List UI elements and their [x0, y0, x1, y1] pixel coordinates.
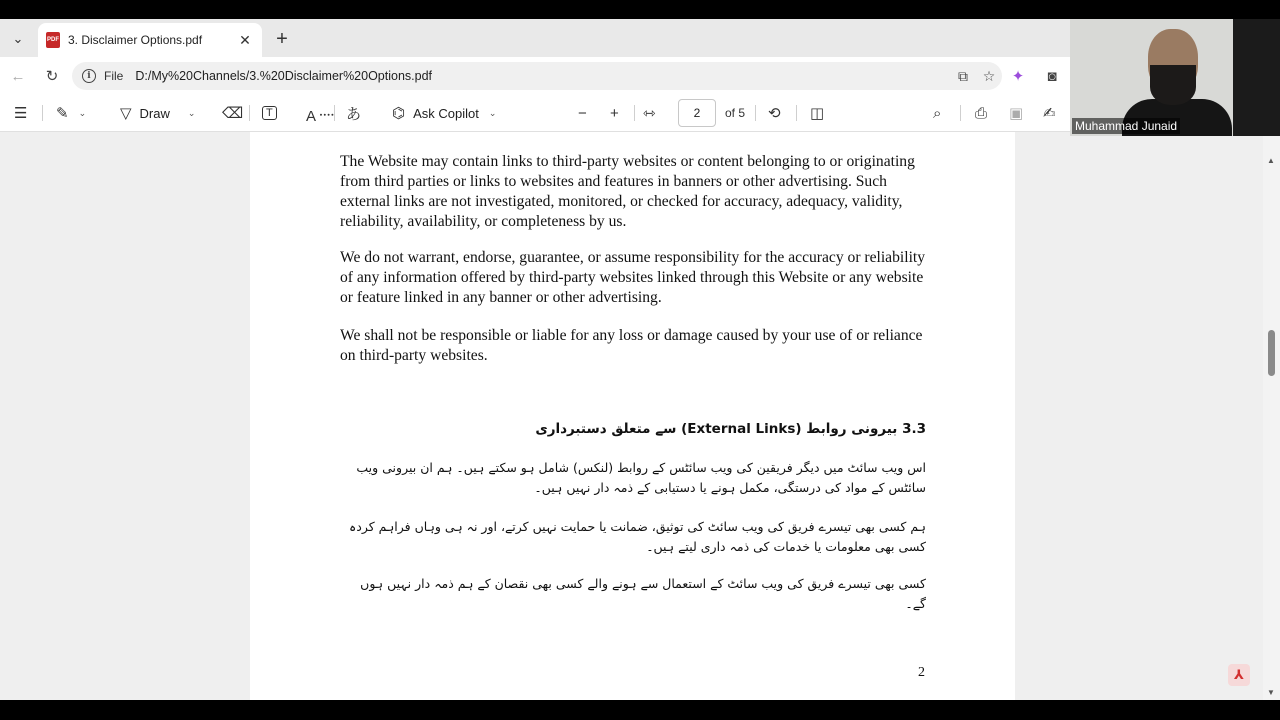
search-icon: ⌕ — [933, 104, 942, 122]
zoom-in-button[interactable] — [610, 101, 619, 125]
scrollbar-thumb[interactable] — [1268, 330, 1275, 376]
ask-copilot-button[interactable] — [392, 101, 496, 125]
translate-button[interactable] — [346, 101, 361, 125]
camera-icon: ◙ — [1047, 67, 1057, 85]
save-icon: ▣ — [1009, 105, 1024, 122]
list-icon: ☰ — [14, 105, 28, 122]
webcam-background — [1233, 19, 1280, 136]
read-aloud-icon: A᠁ — [306, 108, 334, 125]
page-number: 2 — [918, 665, 925, 680]
close-icon[interactable]: ✕ — [239, 31, 251, 48]
new-tab-button[interactable] — [270, 27, 294, 51]
draw-button[interactable] — [120, 101, 195, 125]
english-paragraph-1: The Website may contain links to third-party websites or content belonging to or originating from third parties or links to websites and features in banners or other advertising. Such external links are not investigated, monitored, or checked for accuracy, adequacy, validity, reliability, availability, or completeness by us. — [340, 153, 915, 230]
find-button[interactable] — [933, 101, 941, 125]
print-button[interactable] — [975, 101, 987, 125]
fit-width-icon: ⇿ — [643, 105, 656, 122]
chevron-down-icon: ⌄ — [78, 107, 87, 118]
refresh-icon: ↻ — [45, 68, 59, 85]
webcam-name-label: Muhammad Junaid — [1072, 118, 1180, 134]
translate-icon[interactable]: ⧉ — [958, 67, 968, 84]
toolbar-divider — [960, 105, 961, 121]
english-paragraph-2: We do not warrant, endorse, guarantee, or assume responsibility for the accuracy or reliability of any information offered by third-party websites linked through this Website or any website or feature linked in any banner or other advertising. — [340, 249, 926, 306]
erase-button[interactable] — [222, 101, 243, 125]
minus-icon: − — [578, 104, 587, 122]
scroll-up-arrow-icon[interactable]: ▲ — [1267, 156, 1275, 165]
copilot-icon: ✦ — [1011, 68, 1025, 85]
toolbar-divider — [42, 105, 43, 121]
plus-icon: + — [610, 104, 619, 122]
back-button[interactable] — [6, 64, 30, 88]
ask-copilot-label: Ask Copilot — [413, 105, 479, 121]
page-number-input[interactable]: 2 — [678, 99, 716, 127]
pdf-page — [250, 132, 1015, 700]
tab-active[interactable] — [38, 23, 262, 57]
webcam-overlay — [1070, 19, 1280, 136]
save-as-button[interactable] — [1043, 101, 1056, 125]
copilot-button[interactable] — [1006, 64, 1030, 88]
highlight-button[interactable] — [56, 101, 86, 125]
read-aloud-button[interactable] — [306, 101, 334, 125]
draw-label: Draw — [139, 105, 170, 121]
print-icon: ⎙ — [975, 104, 988, 122]
scroll-down-arrow-icon[interactable]: ▼ — [1267, 688, 1275, 697]
pdf-favicon-icon: PDF — [46, 32, 60, 48]
screenshot-button[interactable] — [1040, 64, 1064, 88]
rotate-icon: ⟲ — [768, 105, 781, 122]
info-icon[interactable]: i — [82, 69, 96, 83]
save-as-icon: ✍ — [1043, 105, 1056, 122]
tab-title: 3. Disclaimer Options.pdf — [68, 33, 203, 47]
chevron-down-icon: ⌄ — [488, 107, 497, 118]
urdu-section-heading: 3.3 بیرونی روابط (External Links) سے متعلق دستبرداری — [535, 421, 926, 437]
english-paragraph-3: We shall not be responsible or liable for any loss or damage caused by your use of or reliance on third-party websites. — [340, 327, 923, 364]
pen-icon: ▽ — [120, 105, 132, 122]
toolbar-divider — [755, 105, 756, 121]
document-viewport[interactable] — [0, 132, 1263, 700]
contents-button[interactable] — [14, 101, 27, 125]
webcam-person-beard — [1150, 65, 1196, 105]
page-count: of 5 — [725, 106, 746, 120]
save-button[interactable] — [1009, 101, 1023, 125]
copilot-icon: ⌬ — [392, 105, 406, 122]
page-view-icon: ◫ — [810, 105, 825, 122]
top-black-bar — [0, 0, 1280, 19]
address-bar[interactable] — [72, 62, 1002, 90]
star-icon[interactable]: ☆ — [982, 67, 996, 84]
toolbar-divider — [796, 105, 797, 121]
scheme-label: File — [104, 69, 124, 83]
urdu-paragraph-3: کسی بھی تیسرے فریق کی ویب سائٹ کے استعمال سے ہونے والے کسی بھی نقصان کے ہم ذمہ دار نہیں ہوں گے۔ — [360, 576, 926, 611]
page-view-button[interactable] — [810, 101, 824, 125]
refresh-button[interactable] — [40, 64, 64, 88]
fit-to-width-button[interactable] — [643, 101, 656, 125]
chevron-down-icon: ⌄ — [187, 107, 196, 118]
plus-icon: + — [276, 28, 288, 50]
vertical-scrollbar[interactable] — [1263, 132, 1280, 700]
bottom-black-bar — [0, 700, 1280, 720]
tab-list-button[interactable] — [6, 27, 30, 51]
chevron-down-icon: ⌄ — [12, 31, 24, 46]
acrobat-icon[interactable]: ⅄ — [1228, 664, 1250, 686]
text-box-icon: T — [262, 106, 277, 120]
url-text[interactable]: D:/My%20Channels/3.%20Disclaimer%20Options.pdf — [135, 69, 433, 83]
toolbar-divider — [334, 105, 335, 121]
toolbar-divider — [249, 105, 250, 121]
urdu-paragraph-2: ہم کسی بھی تیسرے فریق کی ویب سائٹ کی توثیق، ضمانت یا حمایت نہیں کرتے، اور نہ ہی وہاں فراہم کردہ کسی بھی معلومات یا خدمات کی ذمہ داری لیتے ہیں۔ — [348, 519, 926, 554]
zoom-out-button[interactable] — [578, 101, 587, 125]
highlighter-icon: ✎ — [56, 105, 69, 122]
add-text-button[interactable] — [262, 101, 277, 125]
translate-icon: あ — [346, 105, 362, 123]
urdu-paragraph-1: اس ویب سائٹ میں دیگر فریقین کی ویب سائٹس کے روابط (لنکس) شامل ہو سکتے ہیں۔ ہم ان بیرونی ویب سائٹس کے مواد کی درستگی، مکمل ہونے یا دستیابی کے ذمہ دار نہیں ہیں۔ — [356, 460, 926, 495]
rotate-button[interactable] — [768, 101, 781, 125]
toolbar-divider — [634, 105, 635, 121]
back-arrow-icon: ← — [10, 67, 26, 85]
eraser-icon: ⌫ — [222, 105, 244, 122]
